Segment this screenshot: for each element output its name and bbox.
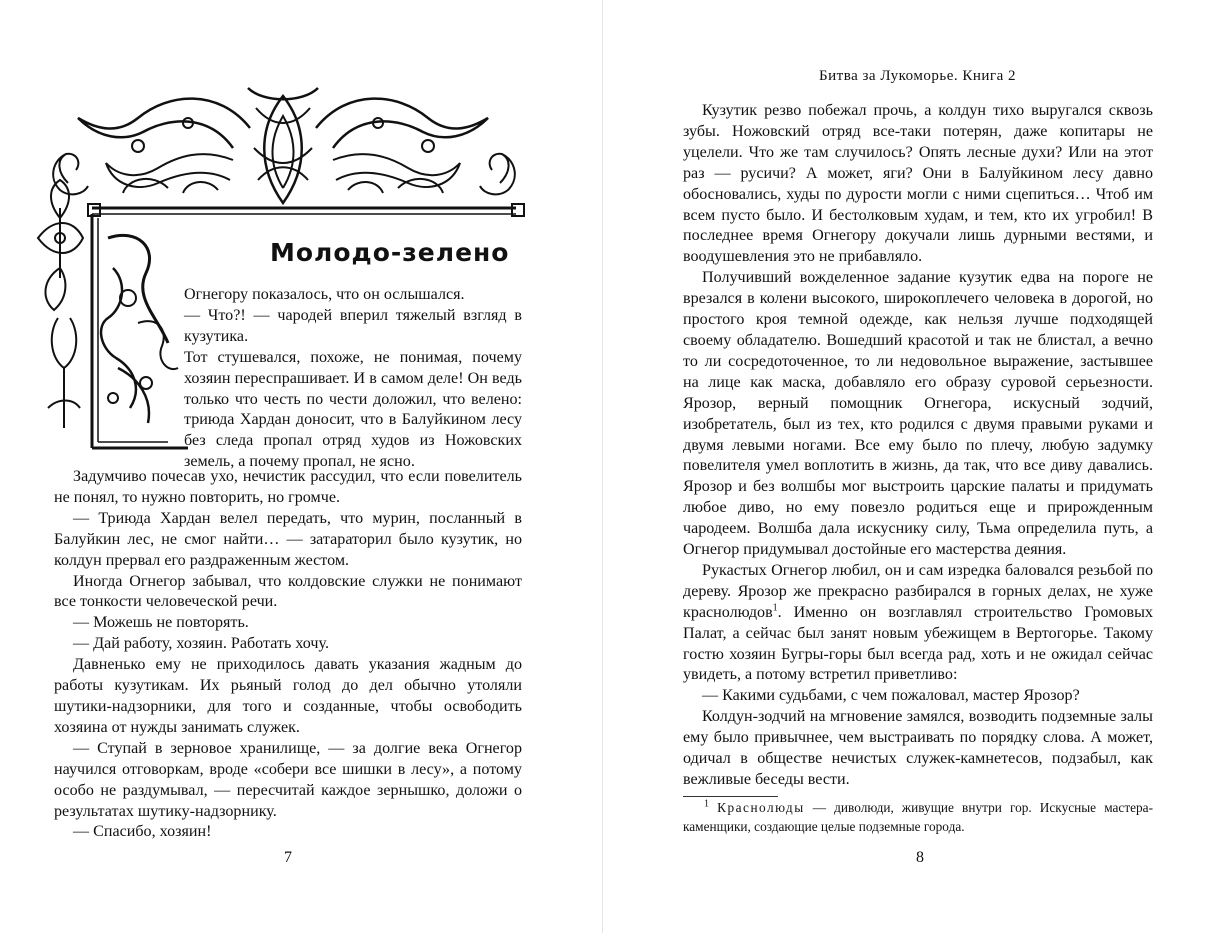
left-text-narrow <box>184 285 522 473</box>
paragraph <box>683 561 1153 686</box>
right-text <box>683 101 1153 791</box>
paragraph-text-continued: . Именно он возглавлял строительство Громовых Палат, а сейчас был занят новым убежищем в Вертогорье. Такому гостю хозяин Бугры-горы был всегда рад, хоть и не ожидал сейчас увидеть, а потому встретил приветливо: <box>683 603 1153 684</box>
paragraph <box>54 655 522 739</box>
paragraph <box>54 572 522 614</box>
paragraph <box>184 348 522 473</box>
footnote-rule <box>683 796 778 797</box>
paragraph-text: Колдун-зодчий на мгновение замялся, возводить подземные залы ему было привычнее, чем выстраивать по порядку слова. А может, одичал в обществе нечистых служек-камнетесов, подзабыл, как вежливые беседы вести. <box>683 708 1153 788</box>
paragraph <box>54 634 522 655</box>
paragraph-text: — Ступай в зерновое хранилище, — за долгие века Огнегор научился отговоркам, вроде «собери все шишки в лесу», а потому особо не раздумывал, — пересчитай каждое зернышко, доложи о результатах шутику-надзорнику. <box>54 739 522 820</box>
paragraph <box>54 509 522 572</box>
paragraph <box>683 707 1153 791</box>
footnote <box>683 799 1153 836</box>
paragraph-text: — Триюда Хардан велел передать, что мурин, посланный в Балуйкин лес, не смог найти… — затараторил было кузутик, но колдун прервал его раздраженным жестом. <box>54 509 522 569</box>
paragraph <box>683 268 1153 561</box>
paragraph <box>184 306 522 348</box>
paragraph <box>184 285 522 306</box>
right-page <box>603 0 1205 933</box>
left-page <box>0 0 602 933</box>
page-number-left: 7 <box>284 849 292 866</box>
page-number-right: 8 <box>916 849 924 866</box>
paragraph-text: Кузутик резво побежал прочь, а колдун тихо выругался сквозь зубы. Ножовский отряд все-таки потерян, даже копитары не уцелели. Что же там случилось? Опять лесные духи? Или на этот раз — русичи? А может, яги? Они в Балуйкином лесу давно обосновались, худы по дурости могли с ними сцепиться… Чтоб им всем пусто было. И бестолковым худам, и тем, кто их угробил! В последнее время Огнегору докучали лишь дурными вестями, и воодушевления это не прибавляло. <box>683 102 1153 266</box>
paragraph <box>54 467 522 509</box>
paragraph <box>54 822 522 843</box>
paragraph-text: Иногда Огнегор забывал, что колдовские служки не понимают все тонкости человеческой речи. <box>54 572 522 611</box>
running-head: Битва за Лукоморье. Книга 2 <box>819 68 1016 84</box>
footnote-term: Краснолюды <box>717 800 805 815</box>
paragraph-text: Рукастых Огнегор любил, он и сам изредка баловался резьбой по дереву. Ярозор же прекрасно разбирался в горных делах, не хуже краснолюдов <box>683 561 1153 621</box>
footnote-marker: 1 <box>704 798 709 810</box>
paragraph <box>683 101 1153 268</box>
footnote-text: — диволюди, живущие внутри гор. Искусные мастера-каменщики, создающие целые подземные города. <box>683 800 1154 834</box>
paragraph-text: — Какими судьбами, с чем пожаловал, мастер Ярозор? <box>702 687 1080 705</box>
paragraph-text: — Что?! — чародей вперил тяжелый взгляд в кузутика. <box>184 306 522 345</box>
chapter-title: Молодо-зелено <box>270 238 510 267</box>
paragraph-text: Огнегору показалось, что он ослышался. <box>184 286 465 303</box>
paragraph-text: Тот стушевался, похоже, не понимая, почему хозяин переспрашивает. И в самом деле! Он ведь только что честь по чести доложил, что велено: триюда Хардан доносит, что в Балуйкином лесу без следа пропал отряд худов из Ножовских земель, а почему пропал, не ясно. <box>184 348 522 471</box>
footnote-reference: 1 <box>772 602 778 614</box>
paragraph <box>683 686 1153 707</box>
paragraph-text: — Можешь не повторять. <box>73 614 249 632</box>
paragraph <box>54 613 522 634</box>
paragraph-text: — Спасибо, хозяин! <box>73 823 212 841</box>
paragraph-text: — Дай работу, хозяин. Работать хочу. <box>73 635 329 653</box>
paragraph <box>54 739 522 823</box>
paragraph-text: Получивший вожделенное задание кузутик едва на пороге не врезался в колени высокого, широкоплечего человека в дорогой, но простого кроя темной одежде, как нельзя лучше подходящей своему обладателю. Вошедший красотой и так не блистал, а вечно то ли сосредоточенное, то ли недовольное выражение, застывшее на лице как маска, добавляло его образу суровой серьезности. Ярозор, верный помощник Огнегора, искусный зодчий, изобретатель, был из тех, кто родился с двумя правыми руками и двумя левыми ногами. Все ему было по плечу, любую задумку повелителя умел воплотить в жизнь, да так, что все диву давались. Ярозор и без волшбы мог выстроить царские палаты и придумать любое диво, но ему повезло родиться еще и прирожденным чародеем. Волшба дала искуснику силу, Тьма определила путь, а Огнегор придумывал достойные его мастерства деяния. <box>683 269 1153 559</box>
left-text-wide <box>54 467 522 843</box>
paragraph-text: Давненько ему не приходилось давать указания жадным до работы кузутикам. Их рьяный голод до дел обычно утоляли шутики-надзорники, для того и созданные, чтобы освободить хозяина от нужды занимать служек. <box>54 656 522 736</box>
paragraph-text: Задумчиво почесав ухо, нечистик рассудил, что если повелитель не понял, то нужно повторить, но громче. <box>54 468 522 506</box>
